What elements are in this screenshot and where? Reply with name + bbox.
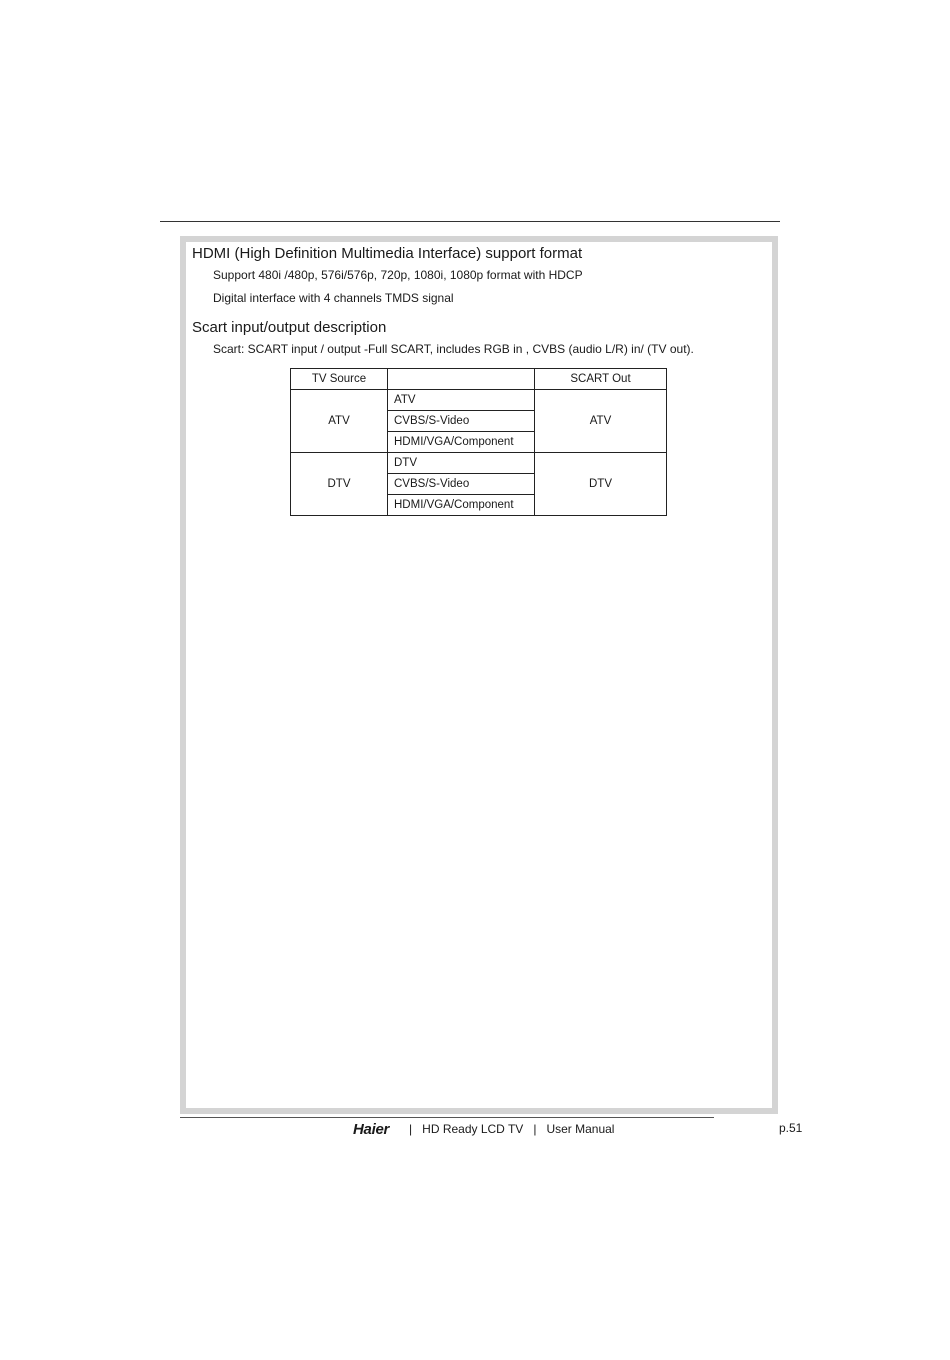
table-row bbox=[291, 453, 667, 474]
footer-separator: | bbox=[533, 1122, 537, 1136]
header-tv-source: TV Source bbox=[291, 369, 388, 390]
scart-description-line: Scart: SCART input / output -Full SCART, includes RGB in , CVBS (audio L/R) in/ (TV out). bbox=[213, 342, 694, 356]
atv-input-atv: ATV bbox=[388, 390, 535, 411]
header-input bbox=[388, 369, 535, 390]
dtv-source-cell: DTV bbox=[291, 453, 388, 516]
scart-heading: Scart input/output description bbox=[192, 319, 387, 336]
atv-input-hdmi: HDMI/VGA/Component bbox=[388, 432, 535, 453]
dtv-input-dtv: DTV bbox=[388, 453, 535, 474]
hdmi-format-line: Support 480i /480p, 576i/576p, 720p, 1080i, 1080p format with HDCP bbox=[213, 268, 583, 282]
dtv-input-cvbs: CVBS/S-Video bbox=[388, 474, 535, 495]
hdmi-interface-line: Digital interface with 4 channels TMDS signal bbox=[213, 291, 454, 305]
atv-source-cell: ATV bbox=[291, 390, 388, 453]
atv-out-cell: ATV bbox=[535, 390, 667, 453]
page-number: p.51 bbox=[779, 1121, 803, 1135]
footer-separator: | bbox=[409, 1122, 413, 1136]
footer bbox=[353, 1119, 614, 1139]
brand-logo: Haier bbox=[353, 1120, 390, 1138]
dtv-out-cell: DTV bbox=[535, 453, 667, 516]
bottom-rule bbox=[180, 1117, 714, 1118]
dtv-input-hdmi: HDMI/VGA/Component bbox=[388, 495, 535, 516]
header-scart-out: SCART Out bbox=[535, 369, 667, 390]
atv-input-cvbs: CVBS/S-Video bbox=[388, 411, 535, 432]
footer-manual: User Manual bbox=[546, 1122, 615, 1136]
scart-table bbox=[290, 368, 667, 516]
table-header-row bbox=[291, 369, 667, 390]
hdmi-heading: HDMI (High Definition Multimedia Interface) support format bbox=[192, 245, 583, 262]
top-rule bbox=[160, 221, 780, 222]
footer-product: HD Ready LCD TV bbox=[422, 1122, 524, 1136]
table-row bbox=[291, 390, 667, 411]
